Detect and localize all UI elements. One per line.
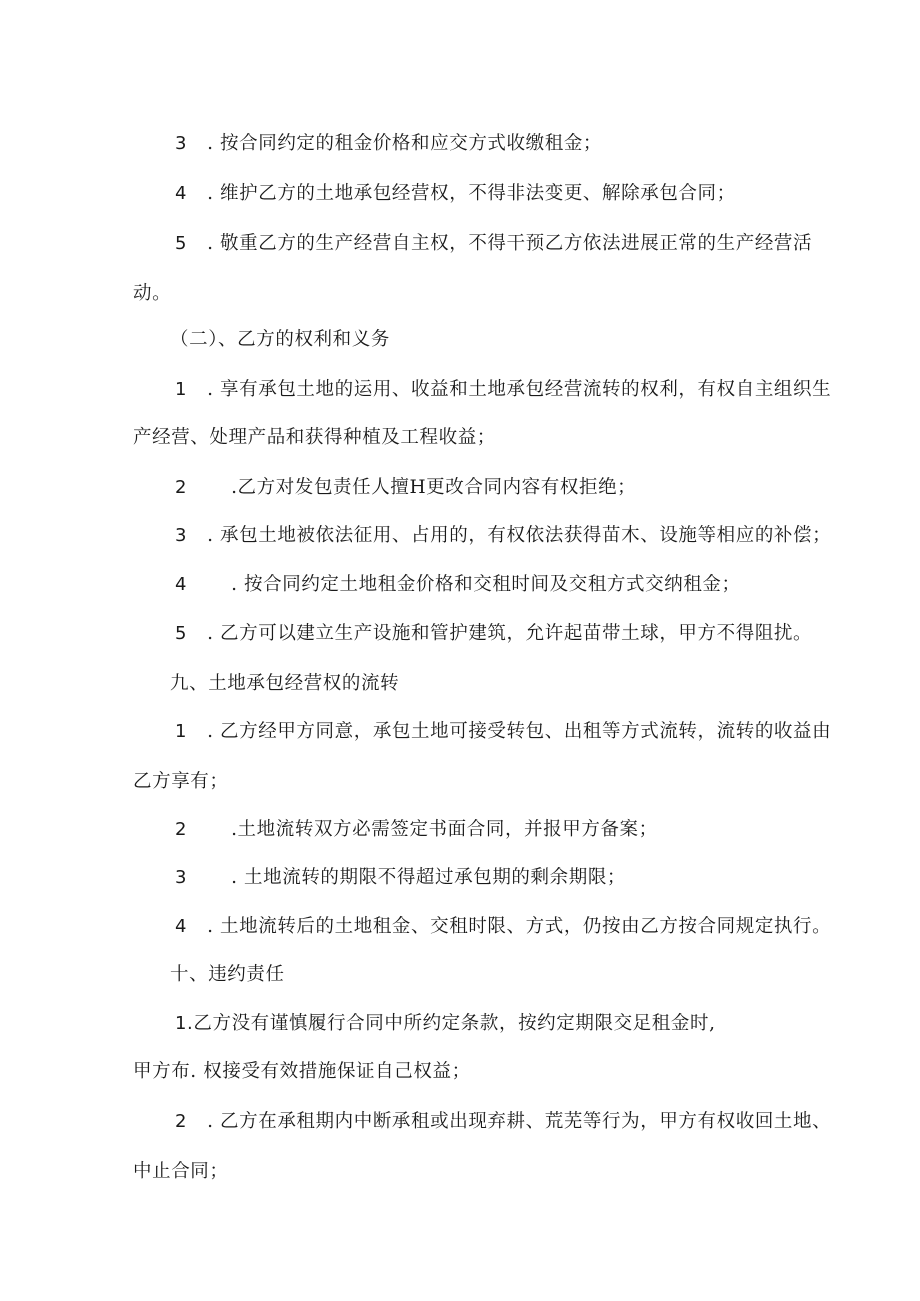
clause-number: 1	[175, 379, 188, 400]
clause-number: 3	[175, 525, 188, 546]
clause-line	[175, 524, 831, 548]
continuation-line: 中止合同；	[133, 1161, 229, 1182]
continuation-line: 产经营、处理产品和获得种植及工程收益；	[133, 427, 496, 448]
clause-number: 2	[175, 819, 188, 840]
clause-text: . 按合同约定的租金价格和应交方式收缴租金；	[207, 133, 603, 154]
clause-text: . 承包土地被依法征用、占用的，有权依法获得苗木、设施等相应的补偿；	[207, 525, 832, 546]
clause-text: . 按合同约定土地租金价格和交租时间及交租方式交纳租金；	[231, 574, 741, 595]
clause-number: 2	[175, 1111, 188, 1132]
clause-number: 2	[175, 477, 188, 498]
clause-number: 4	[175, 916, 188, 937]
clause-line	[175, 1110, 831, 1134]
clause-number: 1.	[175, 1013, 194, 1034]
clause-line	[175, 182, 736, 206]
clause-number: 4	[175, 183, 188, 204]
continuation-line: 动。	[133, 283, 172, 304]
continuation-line: 乙方享有；	[133, 771, 229, 792]
continuation-line: 甲方布. 权接受有效措施保证自己权益；	[133, 1061, 471, 1082]
clause-text: .乙方对发包责任人擅H更改合同内容有权拒绝；	[231, 477, 637, 498]
clause-line	[175, 378, 831, 402]
clause-line	[175, 622, 812, 646]
clause-text: . 敬重乙方的生产经营自主权，不得干预乙方依法进展正常的生产经营活	[207, 233, 813, 254]
clause-line	[175, 132, 602, 156]
clause-line	[175, 915, 831, 939]
clause-number: 3	[175, 133, 188, 154]
clause-line	[175, 476, 636, 500]
clause-line	[175, 232, 812, 256]
section-heading: （二）、乙方的权利和义务	[170, 329, 390, 350]
clause-number: 5	[175, 623, 188, 644]
clause-line	[175, 866, 626, 890]
clause-number: 5	[175, 233, 188, 254]
clause-line	[175, 573, 741, 597]
clause-line	[175, 1012, 716, 1036]
clause-line	[175, 720, 831, 744]
clause-line	[175, 818, 658, 842]
clause-number: 4	[175, 574, 188, 595]
clause-text: 乙方没有谨慎履行合同中所约定条款，按约定期限交足租金时,	[193, 1013, 716, 1034]
section-heading: 九、土地承包经营权的流转	[170, 673, 400, 694]
clause-text: . 乙方在承租期内中断承租或出现弃耕、荒芜等行为，甲方有权收回土地、	[207, 1111, 832, 1132]
clause-number: 1	[175, 721, 188, 742]
clause-text: . 维护乙方的土地承包经营权，不得非法变更、解除承包合同；	[207, 183, 736, 204]
section-heading: 十、违约责任	[170, 964, 285, 985]
clause-text: . 乙方经甲方同意，承包土地可接受转包、出租等方式流转，流转的收益由	[207, 721, 832, 742]
clause-text: . 土地流转后的土地租金、交租时限、方式，仍按由乙方按合同规定执行。	[207, 916, 832, 937]
clause-text: . 享有承包土地的运用、收益和土地承包经营流转的权利，有权自主组织生	[207, 379, 832, 400]
clause-text: . 乙方可以建立生产设施和管护建筑，允许起苗带土球，甲方不得阻扰。	[207, 623, 813, 644]
clause-text: .土地流转双方必需签定书面合同，并报甲方备案；	[231, 819, 658, 840]
clause-text: . 土地流转的期限不得超过承包期的剩余期限；	[231, 867, 627, 888]
clause-number: 3	[175, 867, 188, 888]
